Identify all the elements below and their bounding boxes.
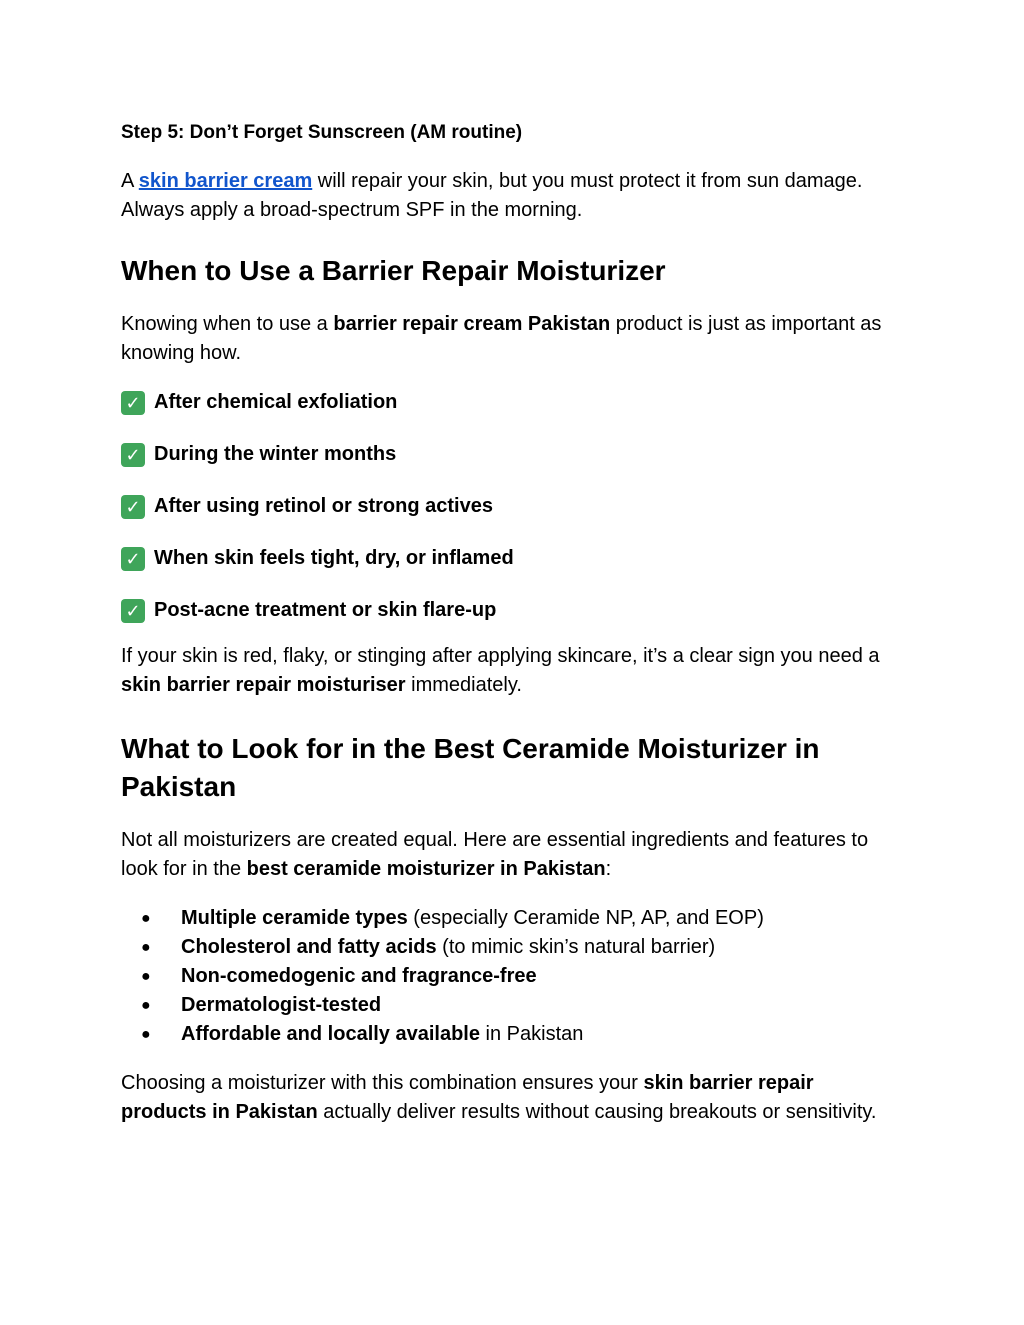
feature-bold: Affordable and locally available — [181, 1023, 480, 1045]
look-intro-suffix: : — [605, 858, 612, 880]
look-closing-suffix: actually deliver results without causing breakouts or sensitivity. — [317, 1101, 877, 1123]
checklist-item-label: After chemical exfoliation — [154, 391, 398, 413]
bullet-icon: ● — [141, 1026, 151, 1043]
list-item — [121, 1020, 891, 1049]
when-closing-prefix: If your skin is red, flaky, or stinging after applying skincare, it’s a clear sign you need a — [121, 645, 880, 667]
feature-bold: Multiple ceramide types — [181, 907, 408, 929]
checklist-item — [121, 492, 891, 521]
when-checklist — [121, 388, 891, 625]
step5-paragraph — [121, 167, 891, 225]
when-to-use-heading: When to Use a Barrier Repair Moisturizer — [121, 255, 666, 286]
document-content — [121, 118, 891, 1127]
check-mark-icon: ✓ — [121, 599, 145, 623]
look-closing-bold: skin barrier repair products in Pakistan — [121, 1072, 814, 1123]
checklist-item — [121, 440, 891, 469]
checklist-item-label: During the winter months — [154, 443, 397, 465]
what-to-look-for-heading: What to Look for in the Best Ceramide Moisturizer in Pakistan — [121, 733, 820, 802]
feature-rest: in Pakistan — [479, 1023, 584, 1045]
list-item — [121, 933, 891, 962]
bullet-icon: ● — [141, 910, 151, 927]
step5-para-prefix: A — [121, 170, 139, 192]
look-closing-paragraph — [121, 1069, 891, 1127]
list-item — [121, 991, 891, 1020]
when-closing-bold: skin barrier repair moisturiser — [121, 674, 406, 696]
features-list — [121, 904, 891, 1049]
check-mark-icon: ✓ — [121, 495, 145, 519]
checklist-item — [121, 544, 891, 573]
checklist-item — [121, 596, 891, 625]
look-intro-bold: best ceramide moisturizer in Pakistan — [246, 858, 606, 880]
skin-barrier-cream-link[interactable]: skin barrier cream — [138, 170, 313, 192]
when-closing-paragraph — [121, 642, 891, 700]
look-intro-paragraph — [121, 826, 891, 884]
step5-heading: Step 5: Don’t Forget Sunscreen (AM routine) — [121, 122, 523, 143]
bullet-icon: ● — [141, 939, 151, 956]
step5-para-suffix: will repair your skin, but you must protect it from sun damage. Always apply a broad-spectrum SPF in the morning. — [121, 170, 863, 221]
feature-bold: Cholesterol and fatty acids — [181, 936, 437, 958]
bullet-icon: ● — [141, 968, 151, 985]
look-intro-prefix: Not all moisturizers are created equal. Here are essential ingredients and features to look for in the — [121, 829, 869, 880]
feature-rest: (especially Ceramide NP, AP, and EOP) — [407, 907, 764, 929]
bullet-icon: ● — [141, 997, 151, 1014]
list-item — [121, 904, 891, 933]
look-closing-prefix: Choosing a moisturizer with this combination ensures your — [121, 1072, 644, 1094]
checklist-item-label: Post-acne treatment or skin flare-up — [154, 599, 497, 621]
when-intro-bold: barrier repair cream Pakistan — [333, 313, 611, 335]
checklist-item-label: After using retinol or strong actives — [154, 495, 493, 517]
check-mark-icon: ✓ — [121, 547, 145, 571]
when-intro-paragraph — [121, 310, 891, 368]
checklist-item — [121, 388, 891, 417]
when-intro-prefix: Knowing when to use a — [121, 313, 334, 335]
when-closing-suffix: immediately. — [405, 674, 522, 696]
feature-bold: Dermatologist-tested — [181, 994, 382, 1016]
check-mark-icon: ✓ — [121, 391, 145, 415]
when-intro-suffix: product is just as important as knowing how. — [121, 313, 882, 364]
check-mark-icon: ✓ — [121, 443, 145, 467]
feature-rest: (to mimic skin’s natural barrier) — [436, 936, 716, 958]
checklist-item-label: When skin feels tight, dry, or inflamed — [154, 547, 514, 569]
feature-bold: Non-comedogenic and fragrance-free — [181, 965, 537, 987]
list-item — [121, 962, 891, 991]
